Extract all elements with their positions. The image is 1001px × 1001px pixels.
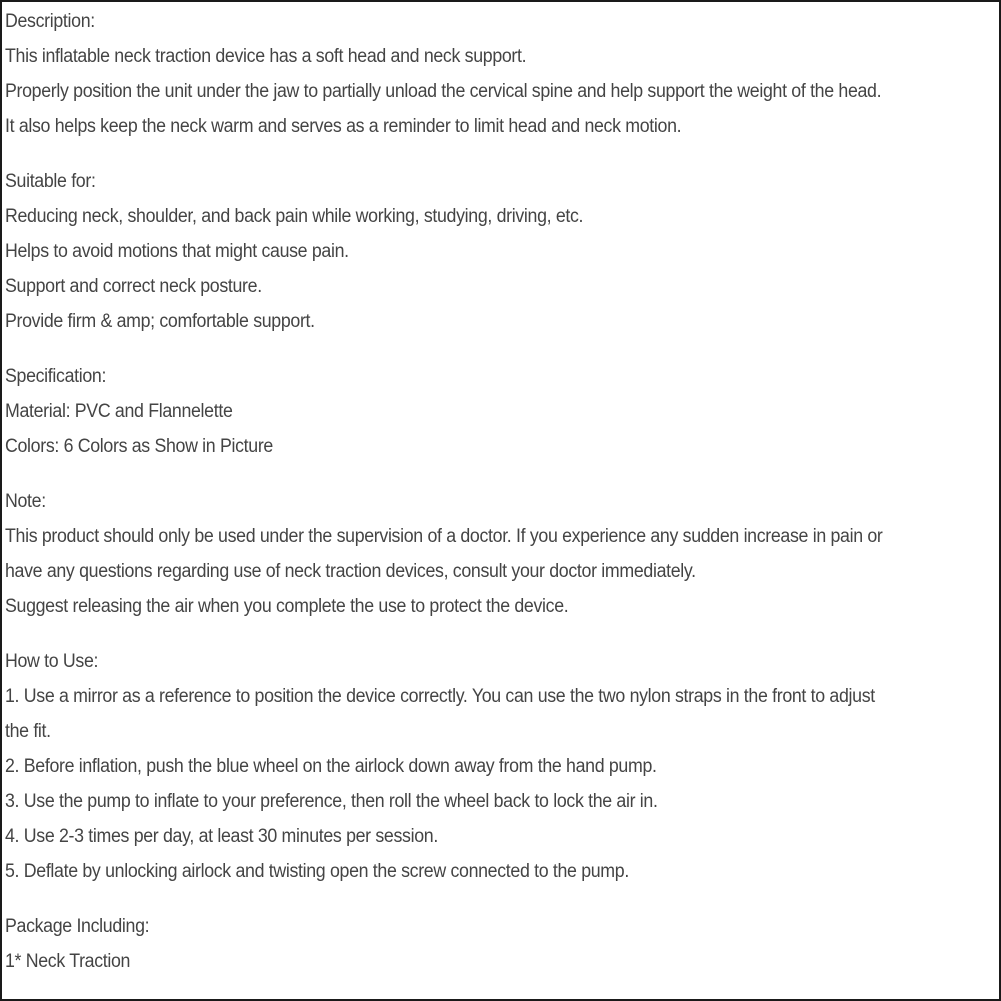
section-heading: Suitable for:	[5, 171, 96, 192]
text-line: This inflatable neck traction device has a soft head and neck support.	[5, 46, 527, 67]
section-heading: Description:	[5, 11, 95, 32]
how-to-use-section	[5, 646, 934, 891]
package-including-section	[5, 911, 934, 981]
section-heading: Note:	[5, 491, 46, 512]
text-line: This product should only be used under the supervision of a doctor. If you experience any sudden increase in pain or	[5, 526, 883, 547]
text-line: Support and correct neck posture.	[5, 276, 262, 297]
text-line: have any questions regarding use of neck traction devices, consult your doctor immediately.	[5, 561, 696, 582]
text-line: the fit.	[5, 721, 51, 742]
text-line: It also helps keep the neck warm and serves as a reminder to limit head and neck motion.	[5, 116, 682, 137]
section-heading: How to Use:	[5, 651, 99, 672]
text-line: Provide firm & amp; comfortable support.	[5, 311, 315, 332]
text-line: Reducing neck, shoulder, and back pain while working, studying, driving, etc.	[5, 206, 584, 227]
text-line: Suggest releasing the air when you complete the use to protect the device.	[5, 596, 569, 617]
text-line: Material: PVC and Flannelette	[5, 401, 233, 422]
text-line: Helps to avoid motions that might cause pain.	[5, 241, 349, 262]
specification-section	[5, 361, 934, 466]
text-line: 2. Before inflation, push the blue wheel on the airlock down away from the hand pump.	[5, 756, 657, 777]
suitable-for-section	[5, 166, 934, 341]
text-line: Colors: 6 Colors as Show in Picture	[5, 436, 273, 457]
text-line: 5. Deflate by unlocking airlock and twisting open the screw connected to the pump.	[5, 861, 629, 882]
text-line: 3. Use the pump to inflate to your preference, then roll the wheel back to lock the air in.	[5, 791, 658, 812]
product-description	[5, 6, 934, 1001]
text-line: 4. Use 2-3 times per day, at least 30 minutes per session.	[5, 826, 438, 847]
section-heading: Specification:	[5, 366, 107, 387]
text-line: 1. Use a mirror as a reference to position the device correctly. You can use the two nylon straps in the front to adjust	[5, 686, 875, 707]
text-line: Properly position the unit under the jaw to partially unload the cervical spine and help support the weight of the head.	[5, 81, 882, 102]
description-section	[5, 6, 934, 146]
note-section	[5, 486, 934, 626]
section-heading: Package Including:	[5, 916, 150, 937]
text-line: 1* Neck Traction	[5, 951, 131, 972]
